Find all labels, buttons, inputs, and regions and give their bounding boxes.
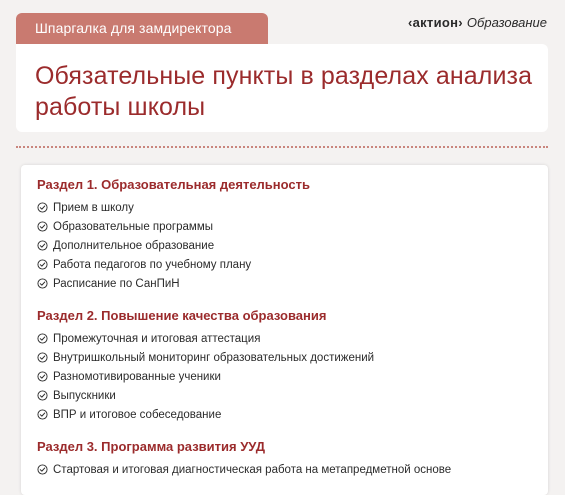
- check-circle-icon: [37, 221, 48, 232]
- page-title: Обязательные пункты в разделах анализа работы школы: [35, 62, 533, 121]
- item-label: Стартовая и итоговая диагностическая работа на метапредметной основе: [53, 463, 452, 476]
- item-label: Дополнительное образование: [53, 239, 215, 252]
- check-circle-icon: [37, 278, 48, 289]
- dotted-divider: [16, 146, 548, 148]
- list-item: [37, 274, 548, 293]
- list-item: [37, 460, 548, 479]
- list-item: [37, 386, 548, 405]
- brand-logo: [408, 15, 547, 30]
- check-circle-icon: [37, 352, 48, 363]
- section-1: [37, 176, 548, 293]
- section-items: [37, 460, 548, 479]
- section-2: [37, 307, 548, 424]
- check-circle-icon: [37, 390, 48, 401]
- item-label: Прием в школу: [53, 201, 134, 214]
- check-circle-icon: [37, 464, 48, 475]
- section-items: [37, 198, 548, 293]
- cheatsheet-badge: [16, 13, 268, 44]
- list-item: [37, 198, 548, 217]
- section-title: Раздел 2. Повышение качества образования: [37, 308, 327, 323]
- section-3: [37, 438, 548, 479]
- item-label: Образовательные программы: [53, 220, 214, 233]
- list-item: [37, 236, 548, 255]
- item-label: ВПР и итоговое собеседование: [53, 408, 222, 421]
- brand-subtitle: Образование: [466, 15, 547, 30]
- item-label: Работа педагогов по учебному плану: [53, 258, 252, 271]
- check-circle-icon: [37, 409, 48, 420]
- content-card: [21, 165, 548, 495]
- list-item: [37, 217, 548, 236]
- section-title: Раздел 3. Программа развития УУД: [37, 439, 265, 454]
- list-item: [37, 255, 548, 274]
- title-card: [16, 44, 548, 132]
- item-label: Расписание по СанПиН: [53, 277, 180, 290]
- item-label: Выпускники: [53, 389, 116, 402]
- check-circle-icon: [37, 333, 48, 344]
- item-label: Разномотивированные ученики: [53, 370, 221, 383]
- section-items: [37, 329, 548, 424]
- brand-name: ‹актион›: [407, 15, 463, 30]
- list-item: [37, 367, 548, 386]
- check-circle-icon: [37, 259, 48, 270]
- item-label: Внутришкольный мониторинг образовательных достижений: [53, 351, 375, 364]
- check-circle-icon: [37, 202, 48, 213]
- check-circle-icon: [37, 371, 48, 382]
- list-item: [37, 405, 548, 424]
- item-label: Промежуточная и итоговая аттестация: [53, 332, 261, 345]
- check-circle-icon: [37, 240, 48, 251]
- list-item: [37, 329, 548, 348]
- section-title: Раздел 1. Образовательная деятельность: [37, 177, 311, 192]
- list-item: [37, 348, 548, 367]
- badge-label: Шпаргалка для замдиректора: [35, 20, 232, 36]
